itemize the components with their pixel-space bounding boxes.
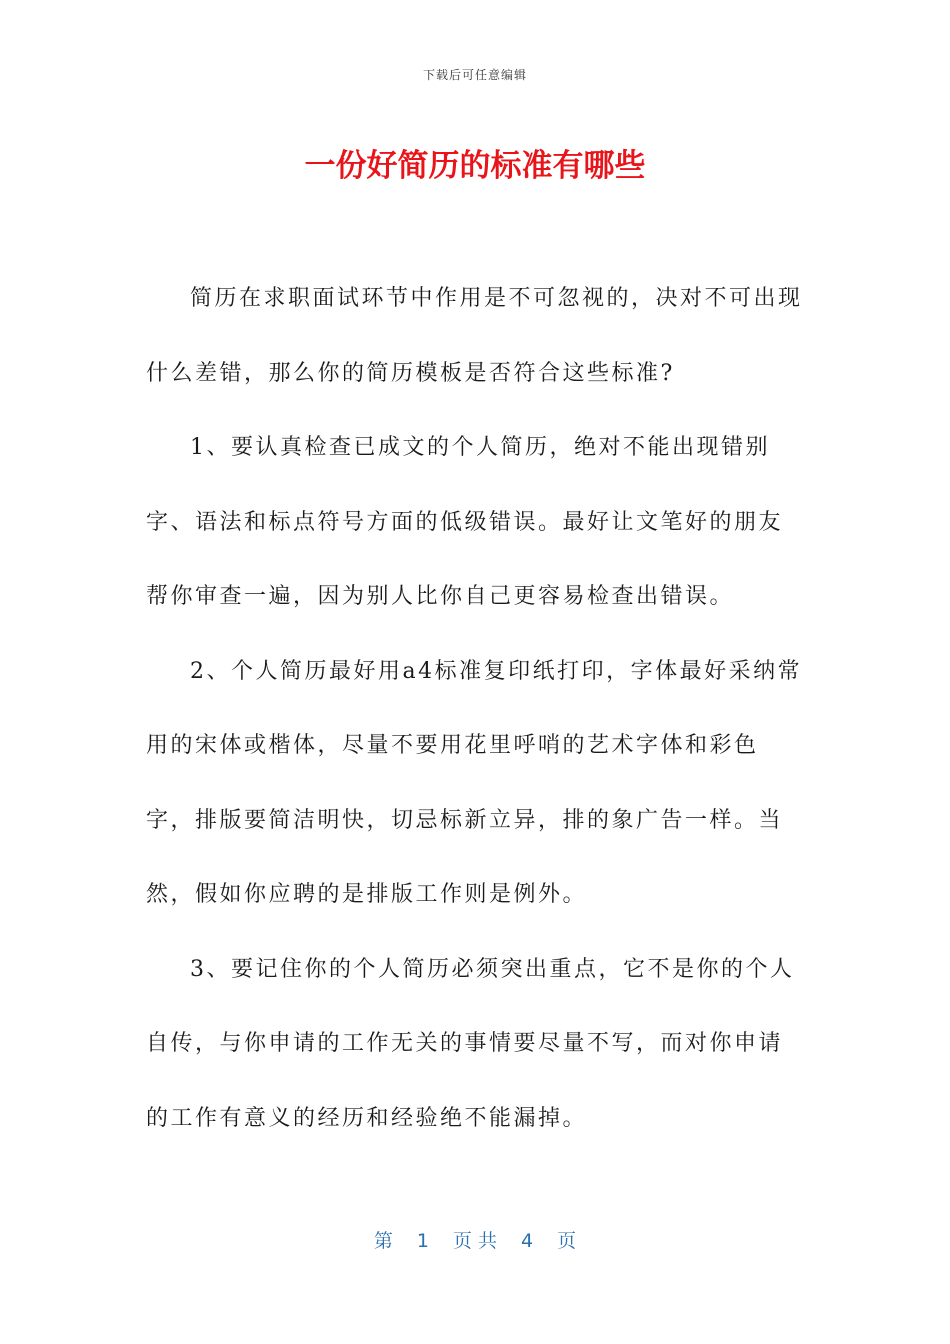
header-note: 下载后可任意编辑 — [422, 68, 527, 82]
document-body — [146, 262, 806, 1156]
page-number-footer — [0, 1226, 950, 1253]
page-middle-text: 页 共 — [452, 1230, 498, 1252]
page-prefix: 第 — [373, 1230, 393, 1252]
current-page-number: 1 — [416, 1230, 429, 1252]
page-suffix: 页 — [557, 1230, 577, 1252]
document-title: 一份好简历的标准有哪些 — [304, 148, 646, 184]
point-1-paragraph: 1、要认真检查已成文的个人简历，绝对不能出现错别字、语法和标点符号方面的低级错误。最好让文笔好的朋友帮你审查一遍，因为别人比你自己更容易检查出错误。 — [146, 435, 784, 609]
point-3-paragraph: 3、要记住你的个人简历必须突出重点，它不是你的个人自传，与你申请的工作无关的事情要尽量不写，而对你申请的工作有意义的经历和经验绝不能漏掉。 — [146, 956, 795, 1131]
total-pages-number: 4 — [521, 1230, 534, 1252]
point-2-paragraph: 2、个人简历最好用a4标准复印纸打印，字体最好采纳常用的宋体或楷体，尽量不要用花里呼哨的艺术字体和彩色字，排版要简洁明快，切忌标新立异，排的象广告一样。当然，假如你应聘的是排版工作则是例外。 — [146, 658, 803, 907]
intro-paragraph: 简历在求职面试环节中作用是不可忽视的，决对不可出现什么差错，那么你的简历模板是否符合这些标准? — [146, 286, 803, 386]
